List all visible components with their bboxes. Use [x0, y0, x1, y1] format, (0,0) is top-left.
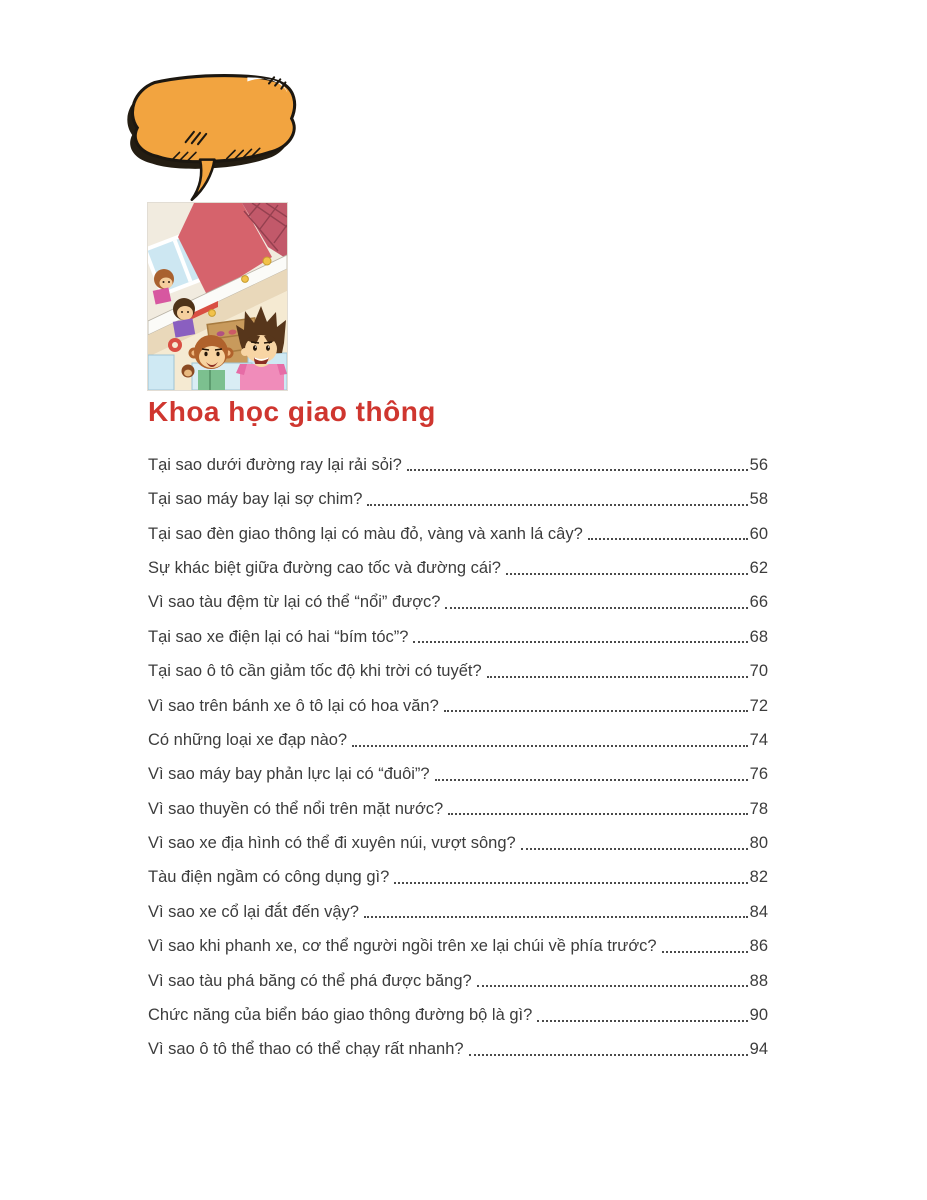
toc-entry-page: 90: [749, 1006, 768, 1025]
toc-entry-page: 66: [749, 593, 768, 612]
toc-entry-page: 94: [749, 1040, 768, 1059]
toc-entry-title: Vì sao khi phanh xe, cơ thể người ngồi trên xe lại chúi về phía trước?: [148, 937, 657, 956]
toc-entry-title: Tại sao máy bay lại sợ chim?: [148, 490, 363, 509]
toc-entry-page: 80: [749, 834, 768, 853]
chapter-illustration: [148, 203, 287, 390]
toc-entry-title: Sự khác biệt giữa đường cao tốc và đường cái?: [148, 558, 501, 577]
toc-entry-page: 82: [749, 868, 768, 887]
speech-bubble-icon: [126, 70, 306, 204]
toc-entry-title: Vì sao tàu đệm từ lại có thể “nổi” được?: [148, 593, 441, 612]
toc-entry-title: Vì sao tàu phá băng có thể phá được băng?: [148, 971, 472, 990]
dotted-leader: [394, 882, 747, 884]
toc-entry-page: 72: [749, 696, 768, 715]
dotted-leader: [367, 504, 747, 506]
toc-entry: [148, 510, 768, 544]
toc-entry: [148, 613, 768, 647]
dotted-leader: [364, 916, 748, 918]
escalator-scene-icon: [148, 203, 287, 390]
toc-entry-page: 78: [749, 799, 768, 818]
dotted-leader: [435, 779, 748, 781]
toc-entry-title: Tại sao đèn giao thông lại có màu đỏ, vàng và xanh lá cây?: [148, 524, 583, 543]
toc-entry-page: 62: [749, 558, 768, 577]
toc-entry-title: Tại sao xe điện lại có hai “bím tóc”?: [148, 627, 409, 646]
toc-entry-title: Chức năng của biển báo giao thông đường bộ là gì?: [148, 1006, 533, 1025]
toc-entry: [148, 579, 768, 613]
dotted-leader: [487, 676, 748, 678]
toc-entry-page: 58: [749, 490, 768, 509]
toc-entry: [148, 957, 768, 991]
toc-list: [148, 441, 768, 1060]
toc-entry-title: Vì sao máy bay phản lực lại có “đuôi”?: [148, 765, 430, 784]
page-title: Khoa học giao thông: [148, 396, 436, 427]
toc-entry: [148, 1026, 768, 1060]
dotted-leader: [445, 607, 747, 609]
toc-entry: [148, 922, 768, 956]
toc-entry: [148, 888, 768, 922]
toc-entry-page: 74: [749, 730, 768, 749]
toc-entry-page: 88: [749, 971, 768, 990]
toc-entry-title: Tại sao ô tô cần giảm tốc độ khi trời có tuyết?: [148, 662, 482, 681]
dotted-leader: [506, 573, 748, 575]
toc-entry: [148, 716, 768, 750]
toc-entry-page: 68: [749, 627, 768, 646]
dotted-leader: [448, 813, 747, 815]
toc-entry: [148, 854, 768, 888]
toc-entry: [148, 441, 768, 475]
dotted-leader: [537, 1020, 747, 1022]
toc-entry-page: 70: [749, 662, 768, 681]
toc-entry: [148, 682, 768, 716]
toc-entry-title: Vì sao xe cổ lại đắt đến vậy?: [148, 902, 359, 921]
dotted-leader: [444, 710, 748, 712]
dotted-leader: [407, 469, 748, 471]
speech-bubble-illustration: [126, 70, 306, 204]
toc-entry-page: 84: [749, 902, 768, 921]
toc-entry: [148, 819, 768, 853]
toc-entry-title: Vì sao ô tô thể thao có thể chạy rất nhanh?: [148, 1040, 464, 1059]
toc-entry-title: Tại sao dưới đường ray lại rải sỏi?: [148, 455, 402, 474]
toc-entry: [148, 647, 768, 681]
dotted-leader: [413, 641, 747, 643]
toc-entry-title: Vì sao xe địa hình có thể đi xuyên núi, vượt sông?: [148, 834, 516, 853]
toc-entry-title: Vì sao trên bánh xe ô tô lại có hoa văn?: [148, 696, 439, 715]
dotted-leader: [588, 538, 748, 540]
toc-entry-title: Vì sao thuyền có thể nổi trên mặt nước?: [148, 799, 444, 818]
dotted-leader: [521, 848, 748, 850]
toc-entry: [148, 751, 768, 785]
toc-entry-page: 86: [749, 937, 768, 956]
toc-entry: [148, 544, 768, 578]
toc-entry-page: 76: [749, 765, 768, 784]
toc-entry-page: 60: [749, 524, 768, 543]
dotted-leader: [352, 745, 748, 747]
toc-entry-page: 56: [749, 455, 768, 474]
toc-entry-title: Có những loại xe đạp nào?: [148, 730, 348, 749]
toc-entry: [148, 785, 768, 819]
dotted-leader: [477, 985, 748, 987]
toc-entry-title: Tàu điện ngầm có công dụng gì?: [148, 868, 390, 887]
dotted-leader: [662, 951, 748, 953]
toc-entry: [148, 475, 768, 509]
dotted-leader: [469, 1054, 748, 1056]
toc-entry: [148, 991, 768, 1025]
